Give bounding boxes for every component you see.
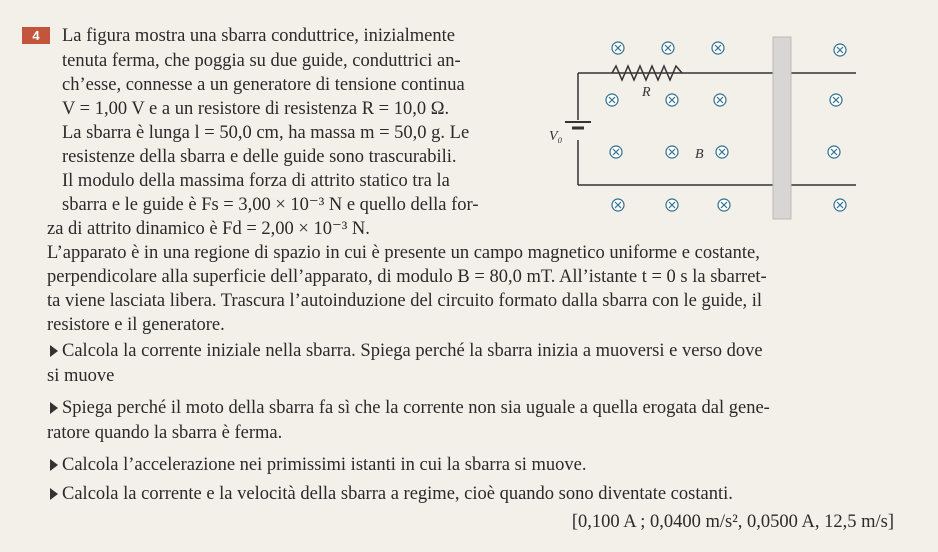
field-x-icon <box>666 199 678 211</box>
field-x-icon <box>610 146 622 158</box>
field-x-icon <box>666 94 678 106</box>
field-x-icon <box>834 44 846 56</box>
question-line: Calcola l’accelerazione nei primissimi istanti in cui la sbarra si muove. <box>62 455 587 475</box>
field-label: B⃗ <box>695 147 715 162</box>
problem-number: 4 <box>22 27 50 44</box>
question-line: Spiega perché il moto della sbarra fa sì che la corrente non sia uguale a quella erogata dal gene- <box>62 398 770 418</box>
field-x-icon <box>662 42 674 54</box>
field-x-icon <box>718 199 730 211</box>
field-x-icon <box>834 199 846 211</box>
conducting-bar <box>773 37 791 219</box>
field-x-icon <box>612 199 624 211</box>
text-line: L’apparato è in una regione di spazio in cui è presente un campo magnetico uniforme e costante, <box>47 243 760 263</box>
text-line: Il modulo della massima forza di attrito statico tra la <box>62 171 450 191</box>
text-line: ta viene lasciata libera. Trascura l’autoinduzione del circuito formato dalla sbarra con le guide, il <box>47 291 763 311</box>
field-x-icon <box>716 146 728 158</box>
resistor-label: R <box>642 85 651 100</box>
answer-key: [0,100 A ; 0,0400 m/s², 0,0500 A, 12,5 m/s] <box>571 512 894 532</box>
field-x-icon <box>712 42 724 54</box>
question-line: Calcola la corrente iniziale nella sbarra. Spiega perché la sbarra inizia a muoversi e verso dove <box>62 341 763 361</box>
field-x-icon <box>714 94 726 106</box>
text-line: perpendicolare alla superficie dell’apparato, di modulo B = 80,0 mT. All’istante t = 0 s la sbarret- <box>47 267 767 287</box>
text-line: sbarra e le guide è Fs = 3,00 × 10⁻³ N e quello della for- <box>62 195 479 215</box>
text-line: resistenze della sbarra e delle guide sono trascurabili. <box>62 147 457 167</box>
question-line: ratore quando la sbarra è ferma. <box>47 423 283 443</box>
text-line: resistore e il generatore. <box>47 315 225 335</box>
text-line: ch’esse, connesse a un generatore di tensione continua <box>62 75 465 95</box>
text-line: V = 1,00 V e a un resistore di resistenza R = 10,0 Ω. <box>62 99 450 119</box>
generator-label: V₀ <box>549 129 563 144</box>
question-line: si muove <box>47 366 115 386</box>
text-line: La figura mostra una sbarra conduttrice, inizialmente <box>62 26 455 46</box>
field-x-icon <box>612 42 624 54</box>
field-x-icon <box>666 146 678 158</box>
field-x-icon <box>830 94 842 106</box>
text-line: tenuta ferma, che poggia su due guide, conduttrici an- <box>62 51 461 71</box>
question-line: Calcola la corrente e la velocità della sbarra a regime, cioè quando sono diventate costanti. <box>62 484 733 504</box>
text-line: za di attrito dinamico è Fd = 2,00 × 10⁻³ N. <box>47 219 370 239</box>
text-line: La sbarra è lunga l = 50,0 cm, ha massa m = 50,0 g. Le <box>62 123 470 143</box>
field-x-icon <box>828 146 840 158</box>
field-x-icon <box>606 94 618 106</box>
